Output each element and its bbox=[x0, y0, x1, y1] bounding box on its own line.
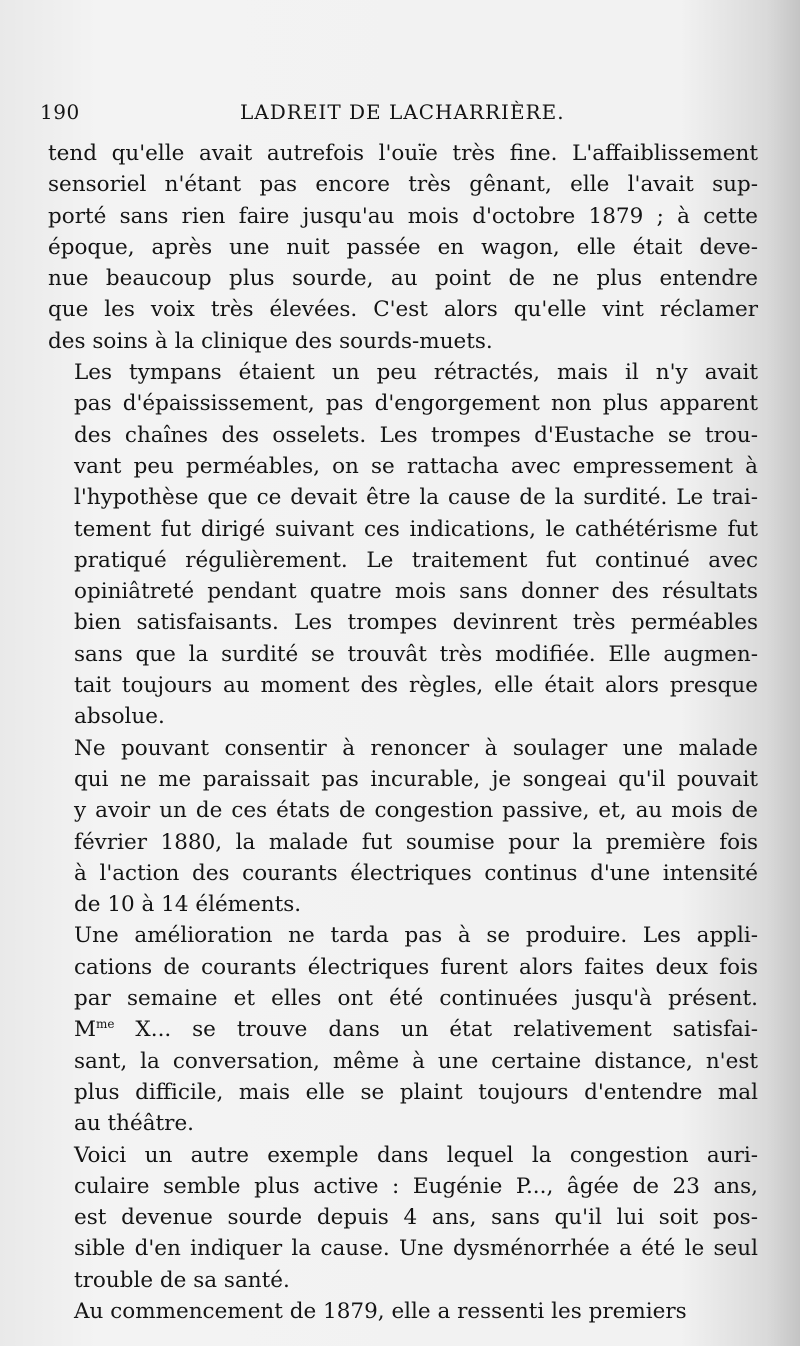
text-line: nue beaucoup plus sourde, au point de ne plus entendre bbox=[48, 266, 758, 292]
text-line: pas d'épaississement, pas d'engorgement non plus apparent bbox=[74, 391, 758, 417]
text-line: Les tympans étaient un peu rétractés, mais il n'y avait bbox=[74, 360, 758, 386]
text-line: plus difficile, mais elle se plaint toujours d'entendre mal bbox=[74, 1079, 758, 1105]
text-line: qui ne me paraissait pas incurable, je songeai qu'il pouvait bbox=[74, 766, 758, 792]
text-line: que les voix très élevées. C'est alors qu'elle vint réclamer bbox=[48, 297, 758, 323]
text-line: opiniâtreté pendant quatre mois sans donner des résultats bbox=[74, 579, 758, 605]
text-line: l'hypothèse que ce devait être la cause de la surdité. Le trai- bbox=[74, 485, 758, 511]
running-head: LADREIT DE LACHARRIÈRE. bbox=[240, 100, 565, 124]
text-line: époque, après une nuit passée en wagon, elle était deve- bbox=[48, 234, 758, 260]
text-line: trouble de sa santé. bbox=[74, 1267, 290, 1293]
text-line: sible d'en indiquer la cause. Une dysménorrhée a été le seul bbox=[74, 1236, 758, 1262]
text-line: février 1880, la malade fut soumise pour la première fois bbox=[74, 829, 758, 855]
text-line: au théâtre. bbox=[74, 1111, 195, 1137]
text-line: sensoriel n'étant pas encore très gênant, elle l'avait sup- bbox=[48, 172, 758, 198]
paragraph-2 bbox=[48, 357, 758, 733]
superscript: me bbox=[96, 1017, 115, 1032]
text-line: absolue. bbox=[74, 704, 165, 730]
text-line: y avoir un de ces états de congestion passive, et, au mois de bbox=[74, 798, 758, 824]
text-line: des soins à la clinique des sourds-muets. bbox=[48, 328, 493, 354]
text-line: porté sans rien faire jusqu'au mois d'octobre 1879 ; à cette bbox=[48, 203, 758, 229]
page-header bbox=[40, 100, 760, 132]
text-line: culaire semble plus active : Eugénie P..., âgée de 23 ans, bbox=[74, 1173, 758, 1199]
paragraph-5 bbox=[48, 1140, 758, 1296]
text-line: à l'action des courants électriques continus d'une intensité bbox=[74, 860, 758, 886]
text-line: de 10 à 14 éléments. bbox=[74, 892, 302, 918]
text-line: Une amélioration ne tarda pas à se produire. Les appli- bbox=[74, 923, 758, 949]
text-line: tend qu'elle avait autrefois l'ouïe très fine. L'affaiblissement bbox=[48, 141, 758, 166]
text-line: bien satisfaisants. Les trompes devinrent très perméables bbox=[74, 610, 758, 636]
text-line: cations de courants électriques furent alors faites deux fois bbox=[74, 954, 758, 980]
text-line: pratiqué régulièrement. Le traitement fut continué avec bbox=[74, 547, 758, 573]
text-line: sant, la conversation, même à une certaine distance, n'est bbox=[74, 1048, 758, 1074]
text-line: tait toujours au moment des règles, elle était alors presque bbox=[74, 673, 758, 699]
text-line: des chaînes des osselets. Les trompes d'Eustache se trou- bbox=[74, 422, 758, 448]
text-line: par semaine et elles ont été continuées jusqu'à présent. bbox=[74, 986, 758, 1012]
paragraph-6 bbox=[48, 1296, 758, 1327]
paragraph-3 bbox=[48, 733, 758, 921]
page-number: 190 bbox=[40, 100, 80, 124]
text-line: Voici un autre exemple dans lequel la congestion auri- bbox=[74, 1142, 758, 1168]
text-line: tement fut dirigé suivant ces indications, le cathétérisme fut bbox=[74, 516, 758, 542]
paragraph-1 bbox=[48, 138, 758, 357]
text-line: Ne pouvant consentir à renoncer à soulager une malade bbox=[74, 735, 758, 761]
text-line: vant peu perméables, on se rattacha avec empressement à bbox=[74, 453, 758, 479]
body-text bbox=[48, 138, 758, 1327]
text-line: sans que la surdité se trouvât très modifiée. Elle augmen- bbox=[74, 641, 758, 667]
text-line: est devenue sourde depuis 4 ans, sans qu'il lui soit pos- bbox=[74, 1205, 758, 1231]
paragraph-4 bbox=[48, 920, 758, 1139]
text-line: $M^{me}$ X... se trouve dans un état relativement satisfai- bbox=[74, 1017, 758, 1043]
text-line: Au commencement de 1879, elle a ressenti les premiers bbox=[74, 1298, 687, 1324]
